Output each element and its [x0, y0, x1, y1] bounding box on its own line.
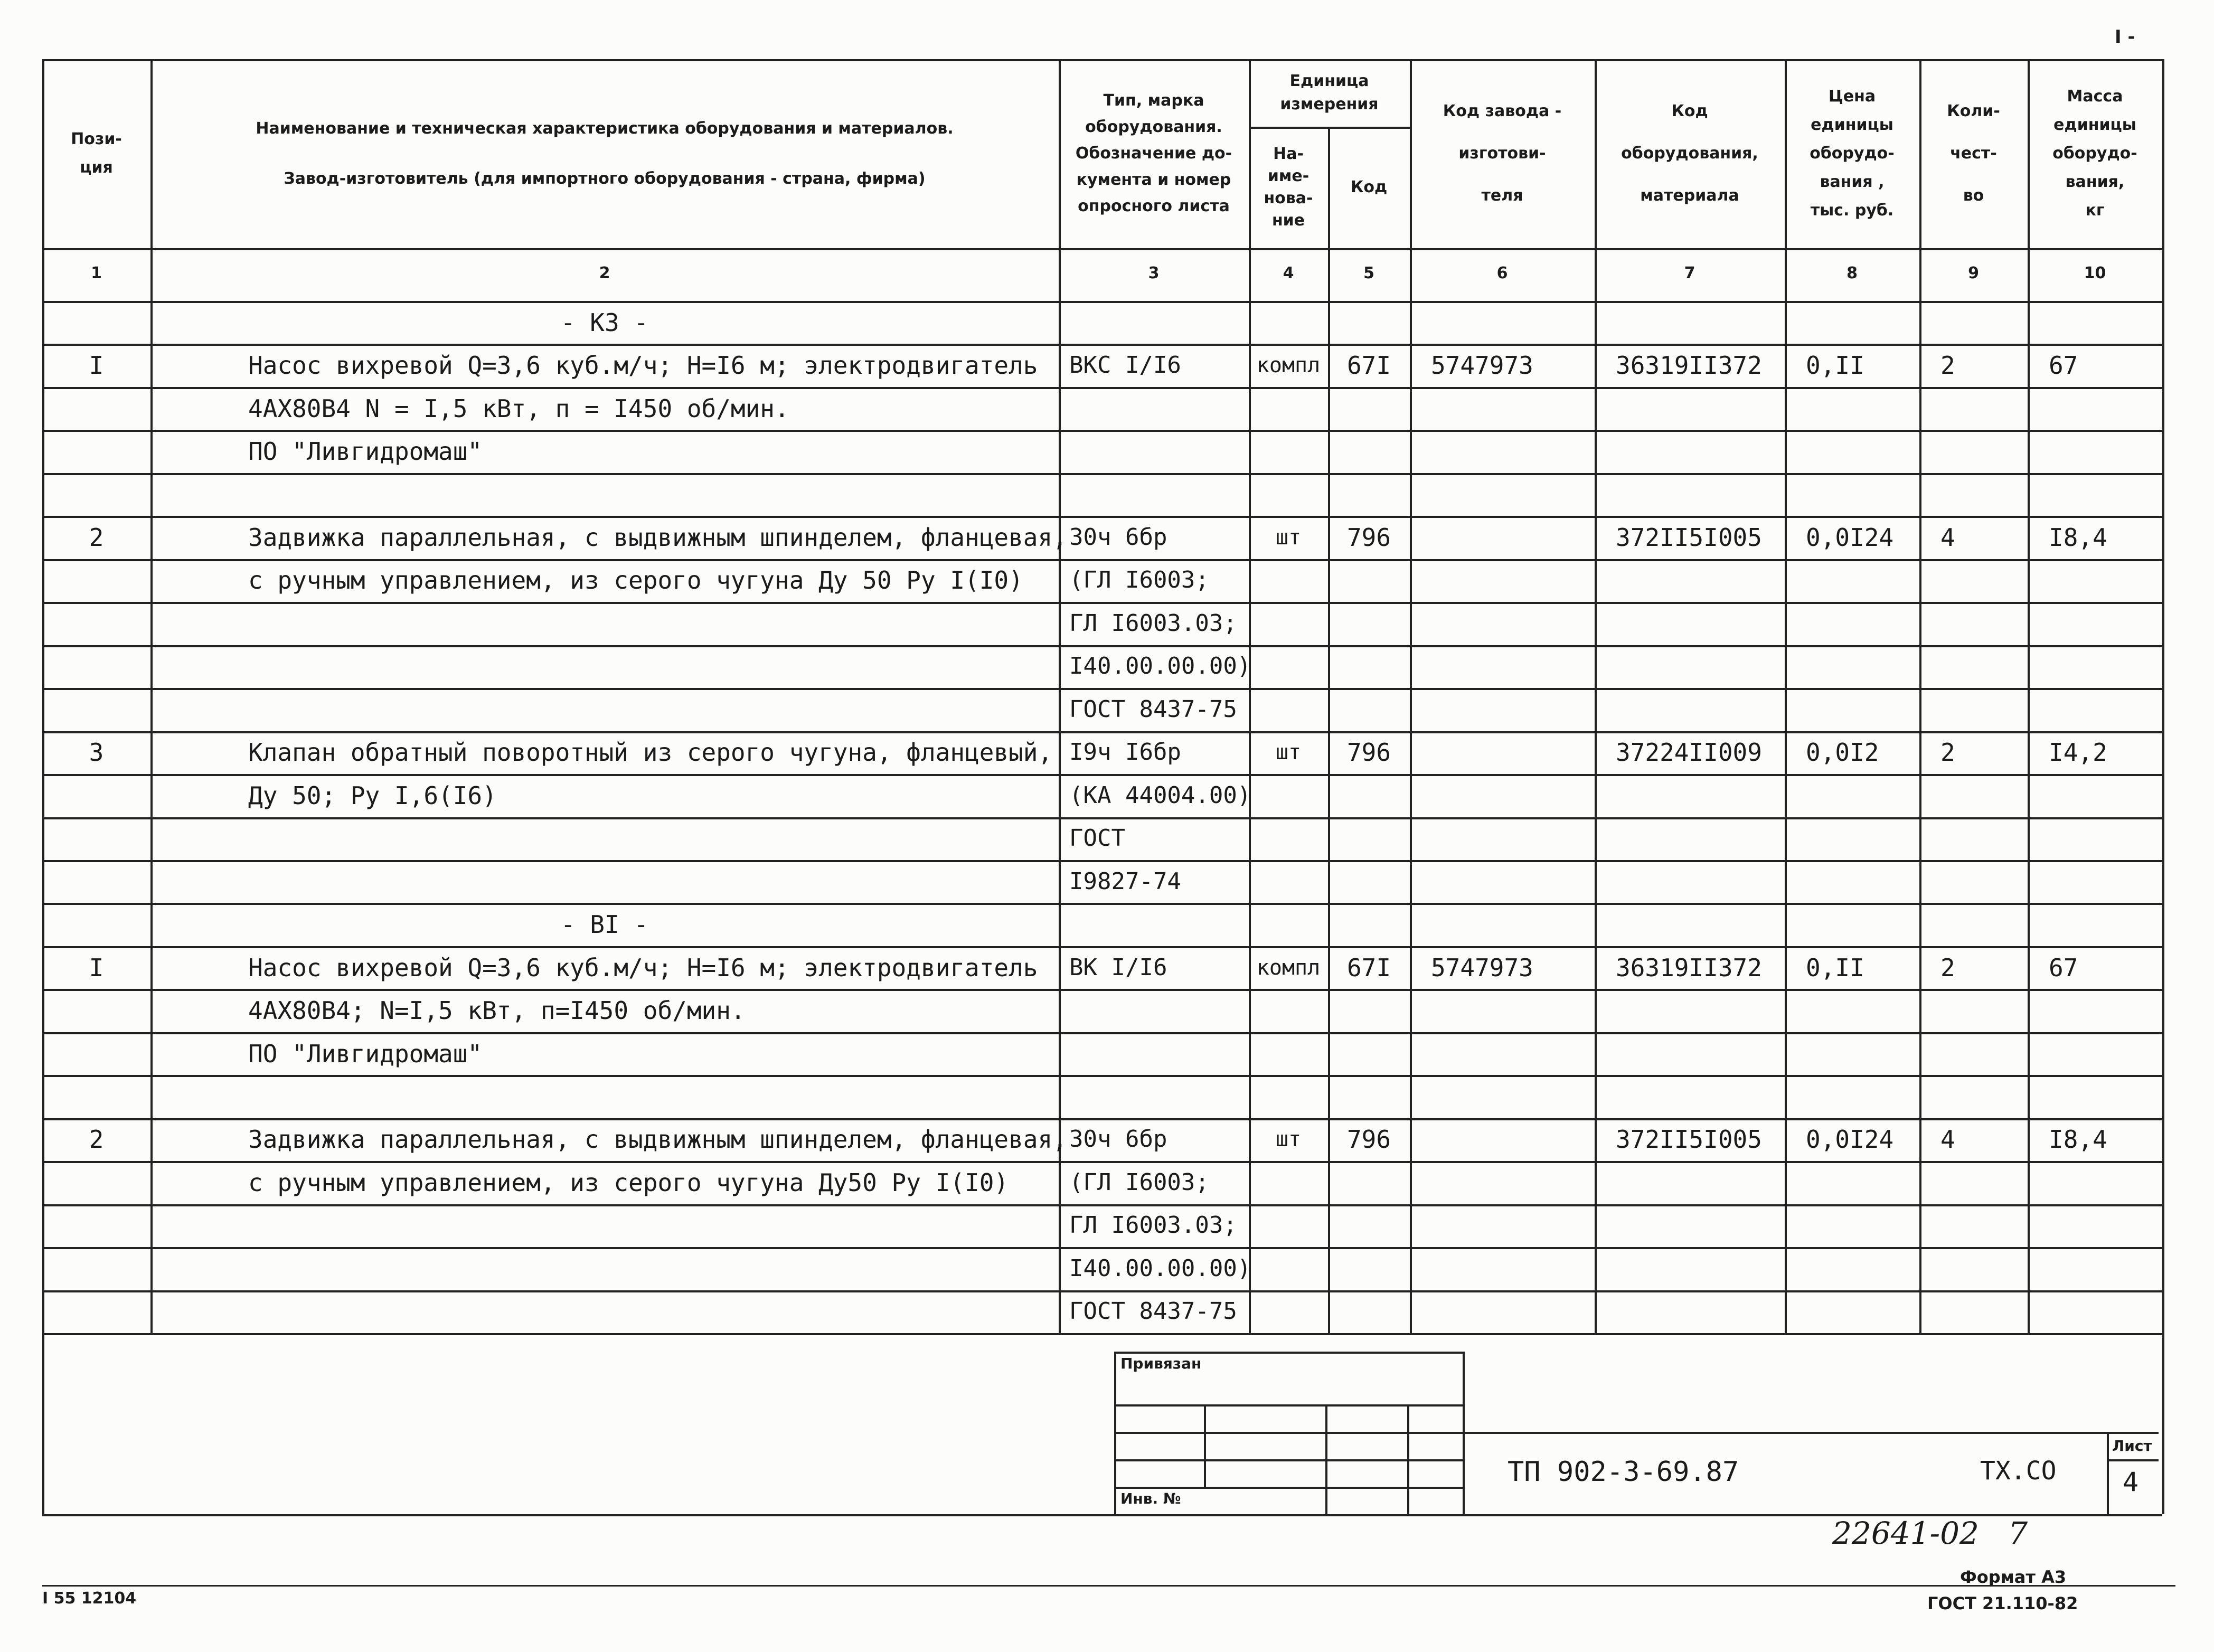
column-number-4: 4	[1283, 264, 1294, 282]
row-mass: I4,2	[2049, 738, 2107, 767]
column-number-7: 7	[1684, 264, 1695, 282]
row-name: Задвижка параллельная, с выдвижным шпинделем, фланцевая,	[248, 523, 1067, 552]
row-mass: 67	[2049, 953, 2078, 982]
row-type: (КА 44004.00)	[1069, 781, 1251, 809]
row-unit-code: 67I	[1346, 953, 1391, 982]
corner-mark: I -	[2115, 26, 2135, 48]
row-price: 0,0I24	[1806, 523, 1894, 552]
header-equipment-code: Код оборудования, материала	[1621, 102, 1758, 205]
header-position: Пози- ция	[71, 130, 122, 177]
row-line	[42, 516, 2162, 518]
header-factory-code: Код завода - изготови- теля	[1443, 102, 1562, 205]
header-unit-code: Код	[1350, 178, 1388, 196]
frame-right	[2162, 59, 2164, 1514]
column-divider	[150, 59, 153, 1333]
row-type: I9ч I6бр	[1069, 739, 1181, 766]
handwritten-number: 22641-02 7	[1832, 1515, 2028, 1551]
header-quantity: Коли- чест- во	[1947, 102, 2000, 205]
column-divider	[1785, 59, 1787, 1333]
column-number-6: 6	[1496, 264, 1508, 282]
row-line	[42, 559, 2162, 561]
row-unit-code: 796	[1346, 738, 1391, 767]
header-unit-name: На- име- нова- ние	[1264, 145, 1313, 230]
row-type: ГОСТ 8437-75	[1069, 695, 1237, 723]
row-name: ПО "Ливгидромаш"	[248, 437, 483, 466]
column-divider	[1410, 59, 1412, 1333]
header-unit: Единица измерения	[1280, 72, 1379, 114]
row-line	[42, 1161, 2162, 1163]
row-type: ВК I/I6	[1069, 954, 1167, 981]
header-name: Наименование и техническая характеристика оборудования и материалов. Завод-изготовитель (для импортного оборудования - страна, фирма)	[256, 119, 954, 188]
row-equipment-code: 36319II372	[1616, 953, 1762, 982]
row-unit: шт	[1275, 1127, 1302, 1152]
frame-top	[42, 59, 2162, 61]
row-line	[42, 989, 2162, 991]
row-quantity: 2	[1940, 953, 1955, 982]
row-line	[42, 860, 2162, 862]
row-factory-code: 5747973	[1431, 351, 1533, 380]
header-type: Тип, марка оборудования. Обозначение до- кумента и номер опросного листа	[1075, 91, 1232, 215]
row-line	[42, 1032, 2162, 1034]
footer-format: Формат А3	[1960, 1567, 2067, 1587]
row-equipment-code: 37224II009	[1616, 738, 1762, 767]
row-name: Насос вихревой Q=3,6 куб.м/ч; Н=I6 м; электродвигатель	[248, 351, 1038, 380]
row-mass: I8,4	[2049, 1125, 2107, 1154]
header-price: Цена единицы оборудо- вания , тыс. руб.	[1810, 87, 1895, 220]
row-line	[42, 344, 2162, 346]
row-line	[42, 903, 2162, 905]
stamp-privyazan: Привязан	[1120, 1355, 1202, 1372]
row-line	[42, 430, 2162, 432]
row-type: ВКС I/I6	[1069, 352, 1181, 379]
header-bottom-line	[42, 248, 2162, 250]
row-position: I	[89, 351, 104, 380]
row-name: - К3 -	[560, 308, 649, 337]
row-unit: компл	[1256, 955, 1321, 980]
header-mass: Масса единицы оборудо- вания, кг	[2052, 87, 2137, 220]
row-name: 4АХ80В4; N=I,5 кВт, п=I450 об/мин.	[248, 996, 746, 1025]
row-price: 0,0I24	[1806, 1125, 1894, 1154]
row-unit-code: 67I	[1346, 351, 1391, 380]
row-type: 30ч 6бр	[1069, 524, 1167, 551]
row-position: 2	[89, 523, 104, 552]
row-quantity: 2	[1940, 351, 1955, 380]
column-divider	[1595, 59, 1597, 1333]
row-quantity: 4	[1940, 1125, 1955, 1154]
stamp-sheet-label: Лист	[2112, 1437, 2152, 1455]
row-price: 0,0I2	[1806, 738, 1879, 767]
row-equipment-code: 36319II372	[1616, 351, 1762, 380]
row-position: I	[89, 953, 104, 982]
column-number-8: 8	[1846, 264, 1858, 282]
row-position: 3	[89, 738, 104, 767]
row-equipment-code: 372II5I005	[1616, 1125, 1762, 1154]
row-type: I40.00.00.00)	[1069, 653, 1251, 680]
row-mass: 67	[2049, 351, 2078, 380]
row-line	[42, 817, 2162, 819]
row-line	[42, 731, 2162, 733]
row-line	[42, 946, 2162, 948]
row-line	[42, 1290, 2162, 1292]
column-divider	[2028, 59, 2030, 1333]
column-number-5: 5	[1363, 264, 1374, 282]
row-line	[42, 1247, 2162, 1249]
row-type: ГОСТ	[1069, 825, 1125, 852]
row-line	[42, 1075, 2162, 1077]
row-line	[42, 602, 2162, 604]
stamp-inv-no: Инв. №	[1120, 1490, 1181, 1507]
column-number-9: 9	[1968, 264, 1979, 282]
numbers-bottom-line	[42, 301, 2162, 303]
stamp-section: ТХ.СО	[1980, 1456, 2057, 1486]
row-unit: шт	[1275, 525, 1302, 550]
row-type: (ГЛ I6003;	[1069, 1168, 1209, 1196]
footer-left-code: I 55 12104	[42, 1589, 137, 1608]
row-line	[42, 473, 2162, 475]
column-number-3: 3	[1148, 264, 1160, 282]
row-type: 30ч 6бр	[1069, 1126, 1167, 1153]
row-name: ПО "Ливгидромаш"	[248, 1039, 483, 1068]
row-type: I9827-74	[1069, 867, 1181, 895]
row-unit: компл	[1256, 353, 1321, 378]
row-type: ГЛ I6003.03;	[1069, 1212, 1237, 1239]
row-type: ГЛ I6003.03;	[1069, 609, 1237, 637]
row-mass: I8,4	[2049, 523, 2107, 552]
row-price: 0,II	[1806, 953, 1864, 982]
row-unit-code: 796	[1346, 1125, 1391, 1154]
row-line	[42, 1118, 2162, 1120]
table-bottom-line	[42, 1333, 2162, 1335]
row-name: Задвижка параллельная, с выдвижным шпинделем, фланцевая,	[248, 1125, 1067, 1154]
row-name: Насос вихревой Q=3,6 куб.м/ч; Н=I6 м; электродвигатель	[248, 953, 1038, 982]
row-type: ГОСТ 8437-75	[1069, 1298, 1237, 1325]
row-type: (ГЛ I6003;	[1069, 567, 1209, 594]
stamp-sheet-number: 4	[2123, 1467, 2139, 1497]
row-quantity: 2	[1940, 738, 1955, 767]
row-position: 2	[89, 1125, 104, 1154]
stamp-doc-code: ТП 902-3-69.87	[1508, 1456, 1739, 1488]
row-line	[42, 688, 2162, 690]
row-name: 4АХ80В4 N = I,5 кВт, п = I450 об/мин.	[248, 394, 789, 423]
row-name: с ручным управлением, из серого чугуна Ду 50 Ру I(I0)	[248, 566, 1023, 595]
row-type: I40.00.00.00)	[1069, 1254, 1251, 1282]
row-unit: шт	[1275, 740, 1302, 765]
row-unit-code: 796	[1346, 523, 1391, 552]
unit-split-line	[1249, 127, 1410, 129]
column-number-2: 2	[599, 264, 610, 282]
row-name: с ручным управлением, из серого чугуна Ду50 Ру I(I0)	[248, 1168, 1009, 1197]
row-name: Клапан обратный поворотный из серого чугуна, фланцевый,	[248, 738, 1053, 767]
row-equipment-code: 372II5I005	[1616, 523, 1762, 552]
footer-gost: ГОСТ 21.110-82	[1927, 1593, 2078, 1613]
row-quantity: 4	[1940, 523, 1955, 552]
row-line	[42, 774, 2162, 776]
row-factory-code: 5747973	[1431, 953, 1533, 982]
row-line	[42, 1204, 2162, 1206]
row-line	[42, 387, 2162, 389]
row-name: Ду 50; Ру I,6(I6)	[248, 781, 497, 810]
column-divider	[1919, 59, 1921, 1333]
row-name: - BI -	[560, 910, 649, 939]
column-number-1: 1	[91, 264, 102, 282]
row-line	[42, 645, 2162, 647]
column-number-10: 10	[2084, 264, 2106, 282]
row-price: 0,II	[1806, 351, 1864, 380]
